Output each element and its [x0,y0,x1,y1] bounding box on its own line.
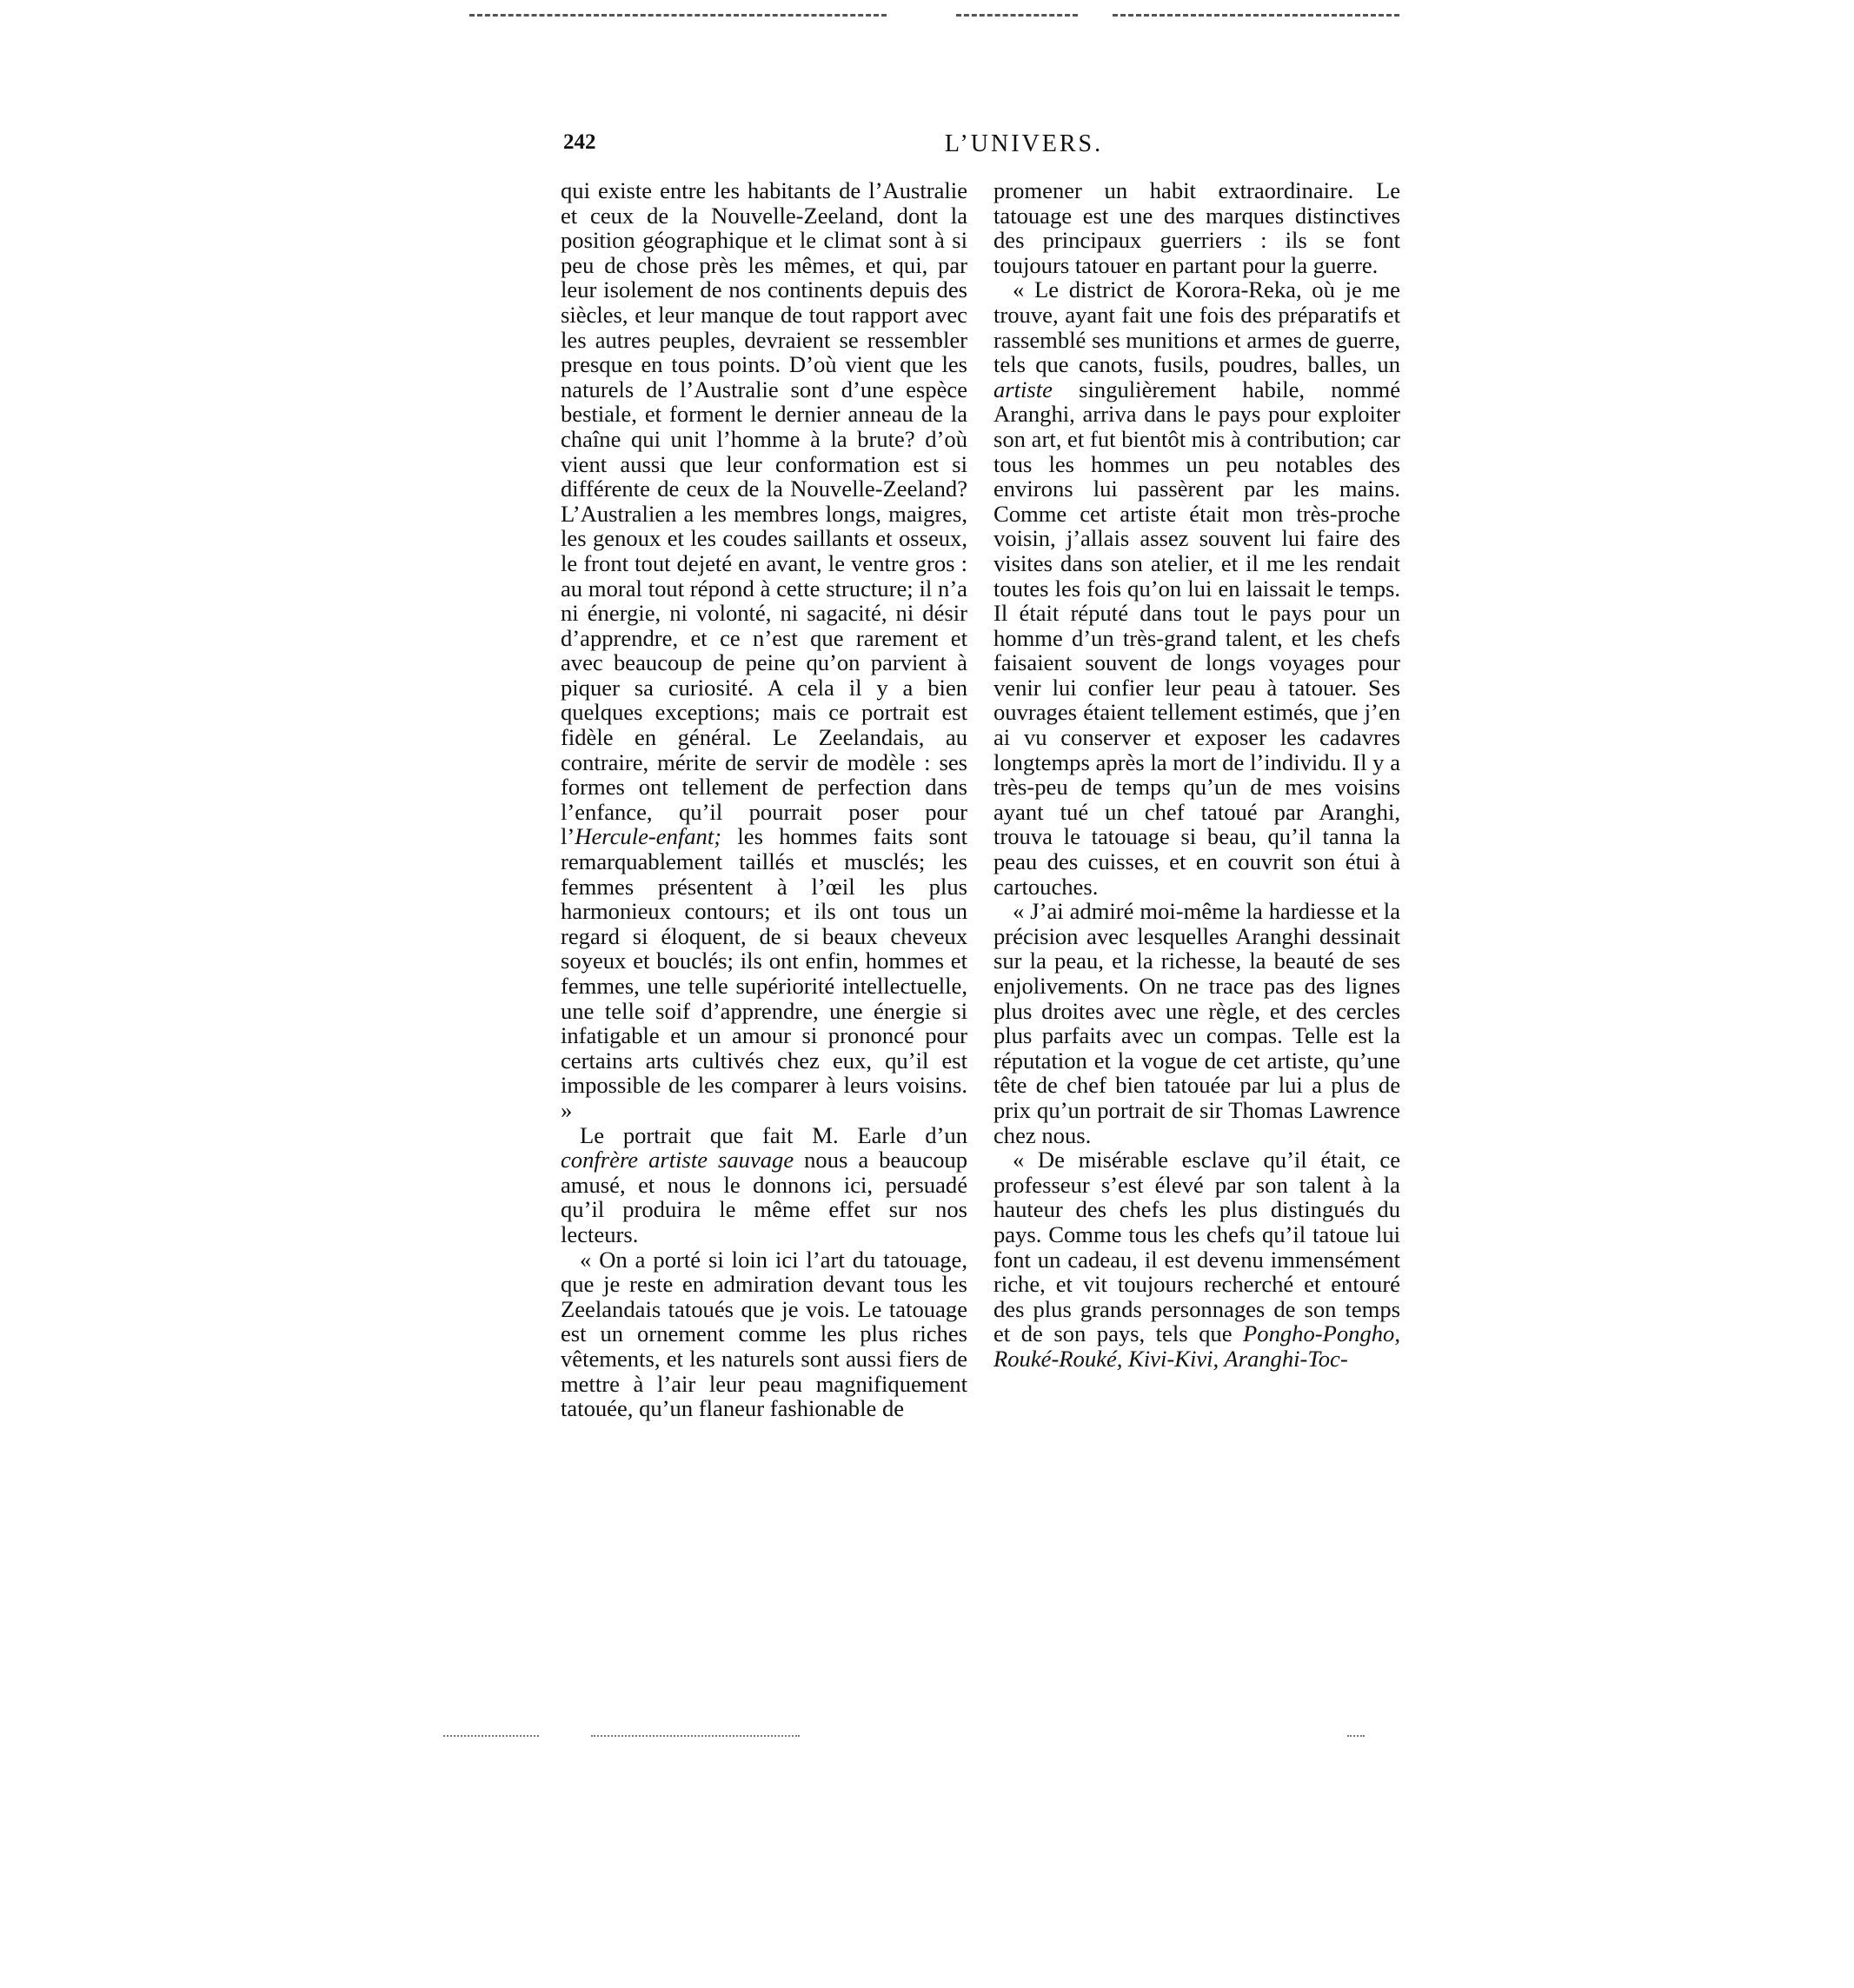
paragraph-text: « On a porté si loin ici l’art du tatouage, que je reste en admiration devant tous les Zeelandais tatoués que je vois. Le tatouage est un ornement comme les plus riches vêtements, et les naturels sont aussi fiers de mettre à l’air leur peau magnifiquement tatouée, qu’un flaneur fashionable de [561,1246,967,1422]
paragraph-text: les hommes faits sont remarquablement taillés et musclés; les femmes présentent à l’œil les plus harmonieux contours; et ils ont tous un regard si éloquent, de si beaux cheveux soyeux et bouclés; ils ont enfin, hommes et femmes, une telle supériorité intellectuelle, une telle soif d’apprendre, une énergie si infatigable et un amour si prononcé pour certains arts cultivés chez eux, qu’il est impossible de les comparer à leurs voisins. » [561,823,967,1123]
paragraph-text: nous a beaucoup amusé, et nous le donnons ici, persuadé qu’il produira le même effet sur nos lecteurs. [561,1147,967,1247]
paragraph [561,1123,967,1247]
paragraph-text: Le portrait que fait M. Earle d’un [580,1121,967,1148]
paragraph-text: « J’ai admiré moi-même la hardiesse et la précision avec lesquelles Aranghi dessinait sur la peau, et la richesse, la beauté de ses enjolivements. On ne trace pas des lignes plus droites avec une règle, et des cercles plus parfaits avec un compas. Telle est la réputation et la vogue de cet artiste, qu’une tête de chef bien tatouée par lui a plus de prix qu’un portrait de sir Thomas Lawrence chez nous. [993,898,1400,1148]
italic-text: Hercule-enfant; [575,823,722,850]
left-column [561,178,967,1421]
paragraph [993,899,1400,1147]
paragraph-text: singulièrement habile, nommé Aranghi, arriva dans le pays pour exploiter son art, et fut bientôt mis à contribution; car tous les hommes un peu notables des environs lui passèrent par les mains. Comme cet artiste était mon très-proche voisin, j’allais assez souvent lui faire des visites dans son atelier, et il me les rendait toutes les fois qu’on lui en laissait le temps. Il était réputé dans tout le pays pour un homme d’un très-grand talent, et les chefs faisaient souvent de longs voyages pour venir lui confier leur peau à tatouer. Ses ouvrages étaient tellement estimés, que j’en ai vu conserver et exposer les cadavres longtemps après la mort de l’individu. Il y a très-peu de temps qu’un de mes voisins ayant tué un chef tatoué par Aranghi, trouva le tatouage si beau, qu’il tanna la peau des cuisses, et en couvrit son étui à cartouches. [993,376,1400,900]
paragraph-text: « De misérable esclave qu’il était, ce professeur s’est élevé par son talent à la hauteur des chefs les plus distingués du pays. Comme tous les chefs qu’il tatoue lui font un cadeau, il est devenu immensément riche, et vit toujours recherché et entouré des plus grands personnages de son temps et de son pays, tels que [993,1147,1400,1347]
paragraph [993,1147,1400,1371]
scan-edge-mark [1113,14,1399,17]
page-header [563,130,1417,165]
italic-text: confrère artiste sauvage [561,1147,794,1174]
scan-edge-mark [1347,1735,1365,1737]
page-number: 242 [563,130,596,154]
paragraph [561,1247,967,1421]
paragraph [993,277,1400,899]
scan-edge-mark [469,14,887,17]
scan-edge-mark [591,1735,800,1737]
italic-text: Pongho-Pongho, Rouké-Rouké, Kivi-Kivi, Aranghi-Toc- [993,1320,1400,1372]
right-column [993,178,1400,1372]
paragraph [993,178,1400,277]
scan-edge-mark [443,1735,539,1737]
paragraph-text: qui existe entre les habitants de l’Australie et ceux de la Nouvelle-Zeeland, dont la position géographique et le climat sont à si peu de chose près les mêmes, et qui, par leur isolement de nos continents depuis des siècles, et leur manque de tout rapport avec les autres peuples, devraient se ressembler presque en tous points. D’où vient que les naturels de l’Australie sont d’une espèce bestiale, et forment le dernier anneau de la chaîne qui unit l’homme à la brute? d’où vient aussi que leur conformation est si différente de ceux de la Nouvelle-Zeeland? L’Australien a les membres longs, maigres, les genoux et les coudes saillants et osseux, le front tout dejeté en avant, le ventre gros : au moral tout répond à cette structure; il n’a ni énergie, ni volonté, ni sagacité, ni désir d’apprendre, et ce n’est que rarement et avec beaucoup de peine qu’on parvient à piquer sa curiosité. A cela il y a bien quelques exceptions; mais ce portrait est fidèle en général. Le Zeelandais, au contraire, mérite de servir de modèle : ses formes ont tellement de perfection dans l’enfance, qu’il pourrait poser pour l’ [561,177,967,850]
running-title: L’UNIVERS. [944,130,1104,157]
paragraph [561,178,967,1123]
paragraph-text: « Le district de Korora-Reka, où je me trouve, ayant fait une fois des préparatifs et rassemblé ses munitions et armes de guerre, tels que canots, fusils, poudres, balles, un [993,276,1400,378]
paragraph-text: promener un habit extraordinaire. Le tatouage est une des marques distinctives des principaux guerriers : ils se font toujours tatouer en partant pour la guerre. [993,177,1400,278]
italic-text: artiste [993,376,1053,402]
scan-edge-mark [956,14,1078,17]
